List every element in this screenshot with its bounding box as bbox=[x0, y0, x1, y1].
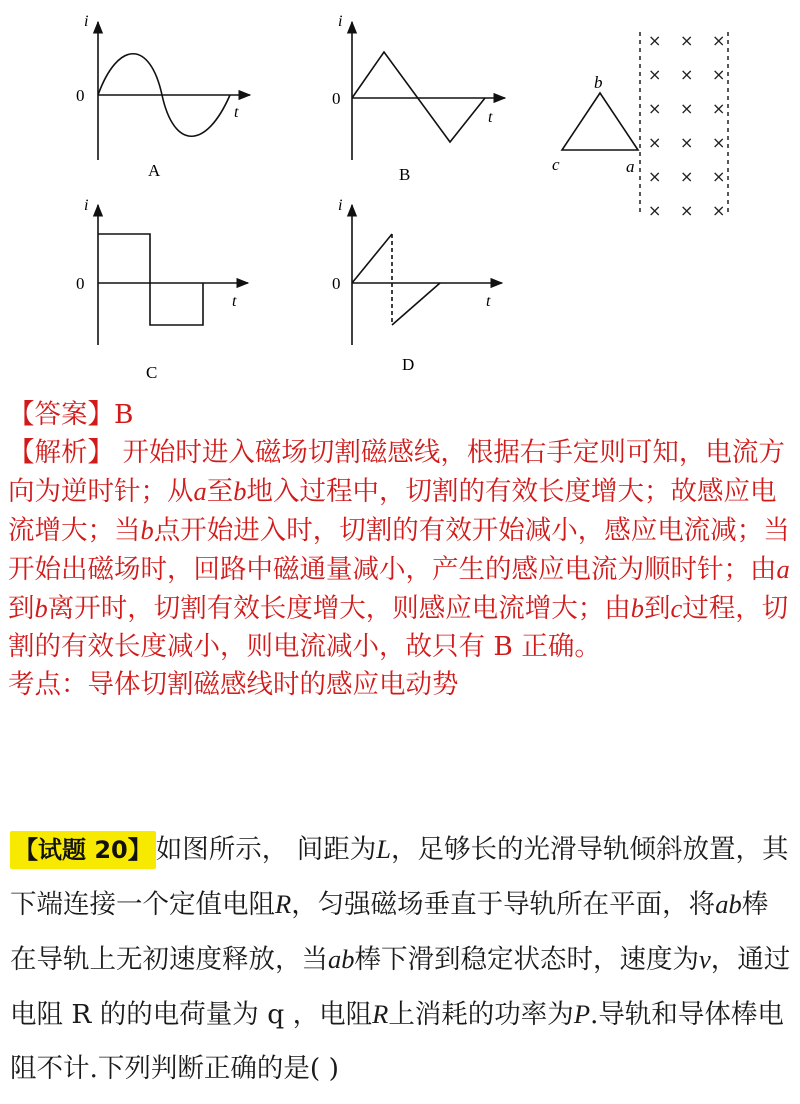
answer-value: B bbox=[114, 399, 134, 430]
triangle-wave bbox=[352, 52, 485, 142]
question-text: 棒在导轨上无初速度释放，当 bbox=[10, 889, 769, 975]
graph-a bbox=[98, 22, 250, 160]
analysis-label: 【解析】 bbox=[8, 437, 114, 468]
graph-a-label: A bbox=[148, 161, 161, 180]
question-var: v bbox=[699, 944, 711, 974]
graph-c-label: C bbox=[146, 363, 158, 382]
question-var: R bbox=[372, 999, 389, 1029]
graph-d-origin: 0 bbox=[332, 274, 341, 293]
field-cross-icon: × bbox=[712, 99, 726, 118]
field-cross-icon: × bbox=[680, 31, 694, 50]
analysis-text: 地入过程中，切割的有效长度增大；故感应电流增大；当 bbox=[8, 476, 777, 546]
analysis-var: b bbox=[630, 593, 644, 623]
question-var: P bbox=[573, 999, 590, 1029]
question-label: 【试题 20】 bbox=[10, 831, 156, 869]
field-cross-icon: × bbox=[648, 133, 662, 152]
sawtooth-fall bbox=[392, 283, 440, 325]
question-text: ，匀强磁场垂直于导轨所在平面，将 bbox=[291, 889, 716, 920]
question-var: L bbox=[376, 834, 391, 864]
graph-a-t-label: t bbox=[234, 104, 239, 121]
analysis-text: 过程，切割的有效长度减小，则电流减小，故只有 B 正确。 bbox=[8, 593, 789, 662]
analysis-var: a bbox=[193, 476, 207, 506]
field-cross-icon: × bbox=[648, 99, 662, 118]
question-text: ，足够长的光滑导轨倾斜放置，其下端连接一个定值电阻 bbox=[10, 834, 789, 920]
analysis-text: 开始时进入磁场切割磁感线，根据右手定则可知，电流方向为逆时针；从 bbox=[8, 437, 785, 507]
physics-figure bbox=[0, 0, 800, 392]
field-cross-icon: × bbox=[648, 167, 662, 186]
analysis-var: b bbox=[233, 476, 247, 506]
question-text: 棒下滑到稳定状态时，速度为 bbox=[354, 944, 699, 975]
graph-c-origin: 0 bbox=[76, 274, 85, 293]
field-cross-icon: × bbox=[648, 65, 662, 84]
analysis-var: b bbox=[140, 515, 154, 545]
field-cross-icon: × bbox=[712, 65, 726, 84]
field-boundaries bbox=[640, 32, 728, 215]
graph-d-t-label: t bbox=[486, 293, 491, 310]
sawtooth-rise bbox=[352, 234, 392, 283]
analysis-paragraph bbox=[8, 434, 792, 666]
vertex-a-label: a bbox=[626, 157, 635, 176]
analysis-text: 到 bbox=[8, 593, 35, 624]
graph-c-t-label: t bbox=[232, 293, 237, 310]
field-cross-icon: × bbox=[680, 201, 694, 220]
graph-d-i-label: i bbox=[338, 197, 343, 214]
question-var: R bbox=[275, 889, 292, 919]
graph-b-label: B bbox=[399, 165, 411, 184]
triangle-loop bbox=[562, 93, 638, 150]
question-paragraph bbox=[10, 822, 792, 1096]
analysis-text: 离开时，切割有效长度增大，则感应电流增大；由 bbox=[47, 593, 631, 624]
kaodian-line: 考点：导体切割磁感线时的感应电动势 bbox=[8, 669, 459, 700]
graph-c bbox=[98, 205, 248, 345]
graph-b-t-label: t bbox=[488, 109, 493, 126]
graph-d-label: D bbox=[402, 355, 415, 374]
analysis-text: 至 bbox=[206, 476, 234, 507]
question-text: .导轨和导体棒电阻不计.下列判断正确的是( ) bbox=[10, 999, 784, 1084]
question-var: ab bbox=[715, 889, 742, 919]
square-wave bbox=[98, 234, 203, 325]
question-section bbox=[10, 822, 792, 1096]
vertex-c-label: c bbox=[552, 155, 560, 174]
field-cross-icon: × bbox=[680, 99, 694, 118]
field-cross-icon: × bbox=[680, 167, 694, 186]
field-cross-icon: × bbox=[648, 201, 662, 220]
magnetic-field bbox=[648, 31, 725, 220]
field-cross-icon: × bbox=[680, 133, 694, 152]
analysis-var: c bbox=[670, 593, 683, 623]
graph-b bbox=[352, 22, 505, 160]
answer-line bbox=[8, 396, 792, 434]
graph-a-origin: 0 bbox=[76, 86, 85, 105]
question-var: ab bbox=[328, 944, 355, 974]
field-cross-icon: × bbox=[712, 167, 726, 186]
question-text: ，通过电阻 R 的的电荷量为 q ，电阻 bbox=[10, 944, 791, 1030]
answer-label: 【答案】 bbox=[8, 399, 114, 430]
answer-section bbox=[8, 396, 792, 704]
analysis-text: 到 bbox=[644, 593, 671, 624]
field-cross-icon: × bbox=[712, 133, 726, 152]
question-text: 上消耗的功率为 bbox=[388, 999, 574, 1030]
field-cross-icon: × bbox=[712, 31, 726, 50]
analysis-text: 点开始进入时，切割的有效开始减小，感应电流减；当开始出磁场时，回路中磁通量减小，产生的感应电流为顺时针；由 bbox=[8, 515, 790, 585]
graph-a-i-label: i bbox=[84, 13, 89, 30]
vertex-b-label: b bbox=[594, 73, 603, 92]
field-cross-icon: × bbox=[648, 31, 662, 50]
analysis-var: a bbox=[776, 554, 790, 584]
graph-d bbox=[352, 205, 502, 345]
field-cross-icon: × bbox=[712, 201, 726, 220]
field-cross-icon: × bbox=[680, 65, 694, 84]
graph-b-origin: 0 bbox=[332, 89, 341, 108]
graph-c-i-label: i bbox=[84, 197, 89, 214]
question-text: 如图所示， 间距为 bbox=[155, 834, 377, 865]
graph-b-i-label: i bbox=[338, 13, 343, 30]
analysis-var: b bbox=[34, 593, 48, 623]
